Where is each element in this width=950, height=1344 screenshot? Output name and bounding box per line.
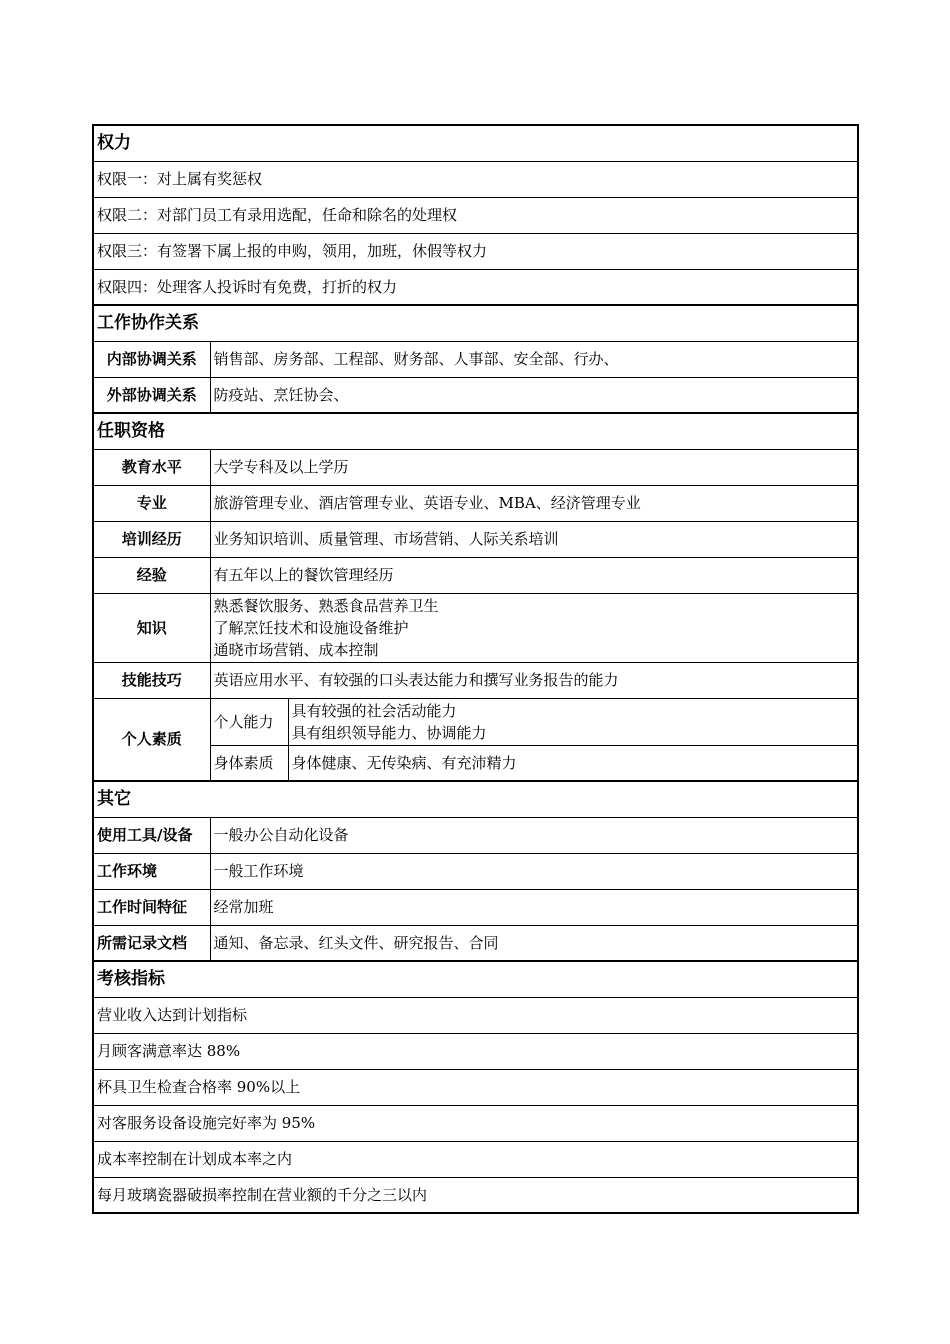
kpi-row (93, 1033, 858, 1069)
experience-value: 有五年以上的餐饮管理经历 (210, 557, 858, 593)
authority-section-title: 权力 (93, 125, 858, 161)
knowledge-line: 熟悉餐饮服务、熟悉食品营养卫生 (213, 596, 439, 615)
work-time-value: 经常加班 (210, 889, 858, 925)
kpi-header-row (93, 961, 858, 997)
other-section-title: 其它 (93, 781, 858, 817)
training-value: 业务知识培训、质量管理、市场营销、人际关系培训 (210, 521, 858, 557)
environment-label: 工作环境 (93, 853, 210, 889)
other-header-row (93, 781, 858, 817)
kpi-row (93, 997, 858, 1033)
internal-coordination-value: 销售部、房务部、工程部、财务部、人事部、安全部、行办、 (210, 341, 858, 377)
authority-item: 权限一：对上属有奖惩权 (93, 161, 858, 197)
kpi-item: 每月玻璃瓷器破损率控制在营业额的千分之三以内 (93, 1177, 858, 1213)
collaboration-row (93, 341, 858, 377)
authority-row (93, 269, 858, 305)
education-row (93, 449, 858, 485)
knowledge-label: 知识 (93, 593, 210, 662)
authority-header-row (93, 125, 858, 161)
personal-ability-row (93, 698, 858, 745)
personal-ability-value (288, 698, 858, 745)
other-row (93, 925, 858, 961)
authority-item: 权限二：对部门员工有录用选配，任命和除名的处理权 (93, 197, 858, 233)
knowledge-row (93, 593, 858, 662)
major-label: 专业 (93, 485, 210, 521)
kpi-section-title: 考核指标 (93, 961, 858, 997)
kpi-item: 成本率控制在计划成本率之内 (93, 1141, 858, 1177)
external-coordination-value: 防疫站、烹饪协会、 (210, 377, 858, 413)
records-label: 所需记录文档 (93, 925, 210, 961)
physical-quality-label: 身体素质 (210, 745, 288, 781)
environment-value: 一般工作环境 (210, 853, 858, 889)
tools-label: 使用工具/设备 (93, 817, 210, 853)
other-row (93, 817, 858, 853)
knowledge-value (210, 593, 858, 662)
skills-value: 英语应用水平、有较强的口头表达能力和撰写业务报告的能力 (210, 662, 858, 698)
personal-ability-line: 具有较强的社会活动能力 (291, 701, 457, 720)
knowledge-line: 通晓市场营销、成本控制 (213, 640, 379, 659)
other-row (93, 853, 858, 889)
personal-ability-label: 个人能力 (210, 698, 288, 745)
qualification-section-title: 任职资格 (93, 413, 858, 449)
skills-label: 技能技巧 (93, 662, 210, 698)
experience-row (93, 557, 858, 593)
authority-row (93, 197, 858, 233)
knowledge-line: 了解烹饪技术和设施设备维护 (213, 618, 409, 637)
kpi-item: 营业收入达到计划指标 (93, 997, 858, 1033)
external-coordination-label: 外部协调关系 (93, 377, 210, 413)
authority-row (93, 233, 858, 269)
training-label: 培训经历 (93, 521, 210, 557)
collaboration-row (93, 377, 858, 413)
major-row (93, 485, 858, 521)
personal-ability-line: 具有组织领导能力、协调能力 (291, 723, 487, 742)
collaboration-header-row (93, 305, 858, 341)
authority-item: 权限三：有签署下属上报的申购，领用，加班，休假等权力 (93, 233, 858, 269)
qualification-header-row (93, 413, 858, 449)
authority-item: 权限四：处理客人投诉时有免费，打折的权力 (93, 269, 858, 305)
authority-row (93, 161, 858, 197)
kpi-row (93, 1141, 858, 1177)
kpi-item: 月顾客满意率达 88% (93, 1033, 858, 1069)
collaboration-section-title: 工作协作关系 (93, 305, 858, 341)
job-description-sheet (92, 124, 857, 1214)
major-value: 旅游管理专业、酒店管理专业、英语专业、MBA、经济管理专业 (210, 485, 858, 521)
work-time-label: 工作时间特征 (93, 889, 210, 925)
job-description-table (92, 124, 859, 1214)
kpi-item: 杯具卫生检查合格率 90%以上 (93, 1069, 858, 1105)
records-value: 通知、备忘录、红头文件、研究报告、合同 (210, 925, 858, 961)
tools-value: 一般办公自动化设备 (210, 817, 858, 853)
internal-coordination-label: 内部协调关系 (93, 341, 210, 377)
other-row (93, 889, 858, 925)
physical-quality-value: 身体健康、无传染病、有充沛精力 (288, 745, 858, 781)
kpi-row (93, 1177, 858, 1213)
training-row (93, 521, 858, 557)
skills-row (93, 662, 858, 698)
education-label: 教育水平 (93, 449, 210, 485)
education-value: 大学专科及以上学历 (210, 449, 858, 485)
personal-quality-label: 个人素质 (93, 698, 210, 781)
experience-label: 经验 (93, 557, 210, 593)
kpi-row (93, 1105, 858, 1141)
kpi-row (93, 1069, 858, 1105)
kpi-item: 对客服务设备设施完好率为 95% (93, 1105, 858, 1141)
